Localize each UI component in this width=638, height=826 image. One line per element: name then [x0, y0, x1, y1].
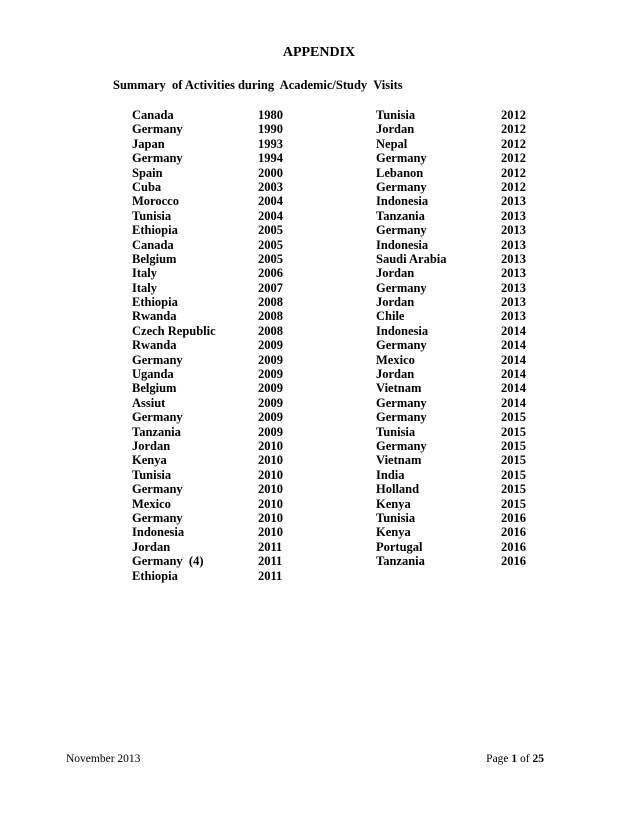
- right-year-cell: 2015: [501, 410, 526, 425]
- table-row: [132, 295, 552, 309]
- page-total: 25: [532, 753, 544, 765]
- right-country-cell: Germany: [376, 223, 427, 238]
- left-year-cell: 2009: [258, 338, 283, 353]
- left-year-cell: 2009: [258, 424, 283, 439]
- right-country-cell: Jordan: [376, 122, 415, 137]
- left-year-cell: 2009: [258, 381, 283, 396]
- right-country-cell: Germany: [376, 395, 427, 410]
- right-country-cell: Tunisia: [376, 108, 416, 122]
- left-year-cell: 2010: [258, 453, 283, 468]
- right-year-cell: 2014: [501, 338, 526, 353]
- left-year-cell: 2010: [258, 438, 283, 453]
- page-subtitle: Summary of Activities during Academic/Study Visits: [113, 78, 403, 92]
- left-country-cell: Germany: [132, 122, 183, 137]
- right-year-cell: 2013: [501, 208, 526, 223]
- left-country-cell: Jordan: [132, 539, 171, 554]
- left-year-cell: 2010: [258, 525, 283, 540]
- left-year-cell: 1993: [258, 136, 283, 151]
- visits-table: [132, 108, 552, 583]
- right-year-cell: 2013: [501, 194, 526, 209]
- table-row: [132, 309, 552, 323]
- table-row: [132, 453, 552, 467]
- right-country-cell: Indonesia: [376, 237, 429, 252]
- table-row: [132, 439, 552, 453]
- table-row: [132, 180, 552, 194]
- right-year-cell: 2013: [501, 295, 526, 310]
- table-row: [132, 151, 552, 165]
- left-country-cell: Germany: [132, 352, 183, 367]
- right-country-cell: Jordan: [376, 295, 415, 310]
- left-year-cell: 2004: [258, 208, 283, 223]
- table-row: [132, 194, 552, 208]
- right-country-cell: Germany: [376, 179, 427, 194]
- right-country-cell: Tanzania: [376, 208, 425, 223]
- right-year-cell: 2015: [501, 467, 526, 482]
- left-country-cell: Germany: [132, 410, 183, 425]
- right-year-cell: 2015: [501, 424, 526, 439]
- table-row: [132, 367, 552, 381]
- right-year-cell: 2012: [501, 151, 526, 166]
- left-country-cell: Belgium: [132, 251, 177, 266]
- left-year-cell: 1994: [258, 151, 283, 166]
- left-country-cell: Indonesia: [132, 525, 185, 540]
- left-year-cell: 2008: [258, 309, 283, 324]
- left-year-cell: 2005: [258, 251, 283, 266]
- left-country-cell: Canada: [132, 237, 174, 252]
- left-year-cell: 2003: [258, 179, 283, 194]
- left-country-cell: Tunisia: [132, 467, 172, 482]
- right-country-cell: Chile: [376, 309, 405, 324]
- left-country-cell: Germany: [132, 151, 183, 166]
- left-country-cell: Germany: [132, 482, 183, 497]
- left-year-cell: 2009: [258, 395, 283, 410]
- left-country-cell: Ethiopia: [132, 223, 178, 238]
- left-year-cell: 1990: [258, 122, 283, 137]
- right-country-cell: Germany: [376, 151, 427, 166]
- right-year-cell: 2012: [501, 122, 526, 137]
- right-year-cell: 2014: [501, 381, 526, 396]
- left-country-cell: Canada: [132, 108, 174, 122]
- left-country-cell: Ethiopia: [132, 568, 178, 583]
- right-year-cell: 2014: [501, 352, 526, 367]
- table-row: [132, 281, 552, 295]
- left-year-cell: 2009: [258, 410, 283, 425]
- left-year-cell: 1980: [258, 108, 283, 122]
- page-title: APPENDIX: [282, 45, 356, 60]
- left-year-cell: 2009: [258, 367, 283, 382]
- table-row: [132, 266, 552, 280]
- left-country-cell: Italy: [132, 280, 157, 295]
- table-row: [132, 497, 552, 511]
- page-prefix: Page: [486, 753, 512, 765]
- left-country-cell: Rwanda: [132, 309, 177, 324]
- left-country-cell: Rwanda: [132, 338, 177, 353]
- left-year-cell: 2004: [258, 194, 283, 209]
- table-row: [132, 482, 552, 496]
- right-country-cell: Tanzania: [376, 554, 425, 569]
- right-country-cell: Tunisia: [376, 424, 416, 439]
- left-country-cell: Kenya: [132, 453, 167, 468]
- footer-date: November 2013: [66, 753, 141, 765]
- left-year-cell: 2005: [258, 223, 283, 238]
- left-country-cell: Tanzania: [132, 424, 181, 439]
- left-year-cell: 2008: [258, 295, 283, 310]
- table-row: [132, 468, 552, 482]
- right-country-cell: Jordan: [376, 367, 415, 382]
- right-year-cell: 2014: [501, 367, 526, 382]
- right-year-cell: 2016: [501, 525, 526, 540]
- right-country-cell: Portugal: [376, 539, 423, 554]
- right-country-cell: Kenya: [376, 496, 411, 511]
- right-country-cell: Germany: [376, 438, 427, 453]
- left-country-cell: Spain: [132, 165, 163, 180]
- right-country-cell: Tunisia: [376, 510, 416, 525]
- left-country-cell: Germany: [132, 510, 183, 525]
- right-country-cell: Indonesia: [376, 323, 429, 338]
- right-country-cell: Germany: [376, 338, 427, 353]
- right-country-cell: Kenya: [376, 525, 411, 540]
- right-country-cell: Jordan: [376, 266, 415, 281]
- left-year-cell: 2009: [258, 352, 283, 367]
- left-year-cell: 2011: [258, 554, 283, 569]
- left-country-cell: Italy: [132, 266, 157, 281]
- left-year-cell: 2000: [258, 165, 283, 180]
- right-year-cell: 2013: [501, 223, 526, 238]
- right-country-cell: Germany: [376, 280, 427, 295]
- right-year-cell: 2012: [501, 165, 526, 180]
- table-row: [132, 122, 552, 136]
- table-row: [132, 324, 552, 338]
- left-year-cell: 2006: [258, 266, 283, 281]
- left-country-cell: Uganda: [132, 367, 174, 382]
- table-row: [132, 396, 552, 410]
- right-year-cell: 2013: [501, 237, 526, 252]
- right-year-cell: 2012: [501, 179, 526, 194]
- left-year-cell: 2010: [258, 510, 283, 525]
- left-year-cell: 2007: [258, 280, 283, 295]
- right-country-cell: Nepal: [376, 136, 408, 151]
- table-row: [132, 381, 552, 395]
- table-row: [132, 252, 552, 266]
- left-country-cell: Tunisia: [132, 208, 172, 223]
- table-row: [132, 166, 552, 180]
- left-country-cell: Jordan: [132, 438, 171, 453]
- left-year-cell: 2010: [258, 482, 283, 497]
- right-year-cell: 2015: [501, 438, 526, 453]
- right-year-cell: 2016: [501, 554, 526, 569]
- right-year-cell: 2013: [501, 309, 526, 324]
- right-year-cell: 2013: [501, 280, 526, 295]
- right-country-cell: Mexico: [376, 352, 415, 367]
- right-year-cell: 2014: [501, 395, 526, 410]
- table-row: [132, 238, 552, 252]
- table-row: [132, 137, 552, 151]
- table-row: [132, 338, 552, 352]
- page-current: 1: [511, 753, 518, 765]
- left-year-cell: 2010: [258, 467, 283, 482]
- left-year-cell: 2010: [258, 496, 283, 511]
- right-country-cell: Lebanon: [376, 165, 424, 180]
- right-country-cell: Indonesia: [376, 194, 429, 209]
- right-country-cell: Saudi Arabia: [376, 251, 447, 266]
- left-country-cell: Germany (4): [132, 554, 204, 569]
- right-year-cell: 2016: [501, 539, 526, 554]
- right-year-cell: 2013: [501, 266, 526, 281]
- right-country-cell: Germany: [376, 410, 427, 425]
- left-year-cell: 2011: [258, 539, 283, 554]
- left-year-cell: 2005: [258, 237, 283, 252]
- right-year-cell: 2015: [501, 496, 526, 511]
- table-row: [132, 209, 552, 223]
- left-country-cell: Morocco: [132, 194, 179, 209]
- table-row: [132, 569, 552, 583]
- right-country-cell: Vietnam: [376, 381, 422, 396]
- left-year-cell: 2008: [258, 323, 283, 338]
- table-row: [132, 540, 552, 554]
- left-country-cell: Assiut: [132, 395, 166, 410]
- right-year-cell: 2014: [501, 323, 526, 338]
- left-country-cell: Ethiopia: [132, 295, 178, 310]
- left-country-cell: Mexico: [132, 496, 171, 511]
- table-row: [132, 525, 552, 539]
- right-country-cell: India: [376, 467, 405, 482]
- left-country-cell: Belgium: [132, 381, 177, 396]
- right-country-cell: Vietnam: [376, 453, 422, 468]
- left-country-cell: Czech Republic: [132, 323, 216, 338]
- right-year-cell: 2015: [501, 453, 526, 468]
- table-row: [132, 554, 552, 568]
- table-row: [132, 425, 552, 439]
- right-year-cell: 2012: [501, 136, 526, 151]
- right-year-cell: 2012: [501, 108, 526, 122]
- table-row: [132, 108, 552, 122]
- left-country-cell: Japan: [132, 136, 165, 151]
- table-row: [132, 410, 552, 424]
- right-country-cell: Holland: [376, 482, 420, 497]
- left-year-cell: 2011: [258, 568, 283, 583]
- right-year-cell: 2015: [501, 482, 526, 497]
- table-row: [132, 223, 552, 237]
- page-of: of: [517, 753, 533, 765]
- footer-page-number: [486, 753, 544, 765]
- right-year-cell: 2016: [501, 510, 526, 525]
- table-row: [132, 353, 552, 367]
- left-country-cell: Cuba: [132, 179, 162, 194]
- table-row: [132, 511, 552, 525]
- right-year-cell: 2013: [501, 251, 526, 266]
